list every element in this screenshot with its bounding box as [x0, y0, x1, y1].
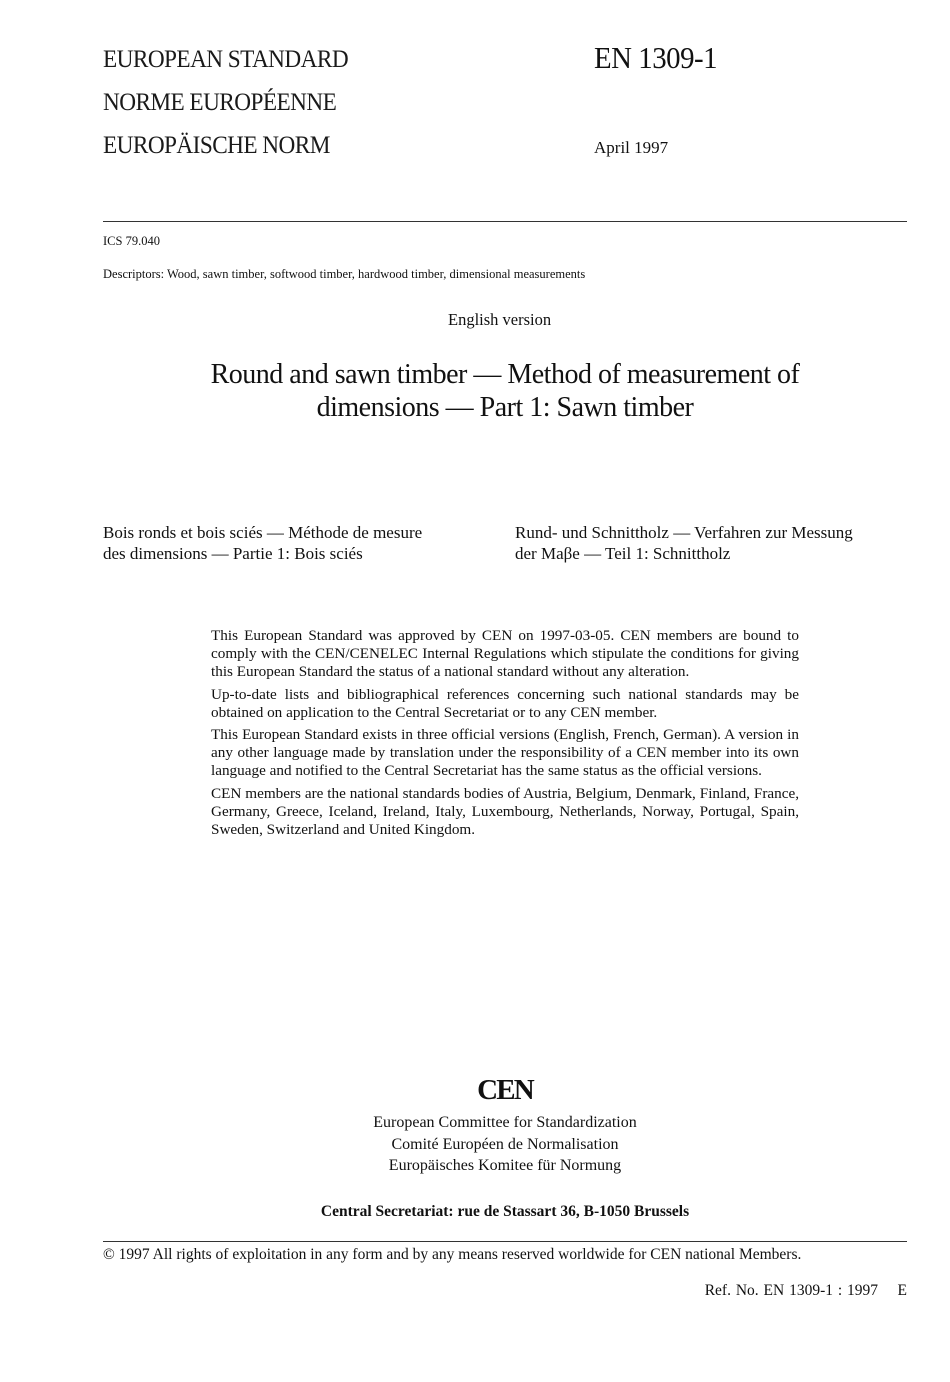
- committee-name-french: Comité Européen de Normalisation: [391, 1135, 619, 1153]
- approval-paragraph: CEN members are the national standards bodies of Austria, Belgium, Denmark, Finland, France, Germany, Greece, Iceland, Ireland, Italy, Luxembourg, Netherlands, Norway, Portugal, Spain, Sweden, Switzerland and United Kingdom.: [211, 784, 799, 839]
- descriptors: Descriptors: Wood, sawn timber, softwood timber, hardwood timber, dimensional measurements: [103, 267, 586, 281]
- cen-logo: CEN: [477, 1074, 533, 1106]
- ics-code: ICS 79.040: [103, 234, 160, 248]
- committee-name-german: Europäisches Komitee für Normung: [388, 1157, 622, 1174]
- approval-paragraph: This European Standard exists in three official versions (English, French, German). A version in any other language made by translation under the responsibility of a CEN member into its own language and notified to the Central Secretariat has the same status as the official versions.: [211, 726, 799, 780]
- committee-name-english: European Committee for Standardization: [373, 1114, 637, 1131]
- approval-statement: [211, 627, 799, 843]
- german-title-line-1: Rund- und Schnittholz — Verfahren zur Messung: [515, 523, 853, 542]
- german-title-line-2: der Maβe — Teil 1: Schnittholz: [515, 544, 731, 563]
- publication-date: April 1997: [594, 138, 669, 157]
- header-divider: [103, 221, 907, 222]
- language-version: English version: [448, 310, 552, 329]
- header-line-french: NORME EUROPÉENNE: [103, 89, 337, 116]
- standard-number: EN 1309-1: [594, 40, 718, 75]
- document-title-line-1: Round and sawn timber — Method of measurement of: [210, 359, 800, 390]
- approval-paragraph: This European Standard was approved by CEN on 1997-03-05. CEN members are bound to comply with the CEN/CENELEC Internal Regulations which stipulate the conditions for giving this European Standard the status of a national standard without any alteration.: [211, 627, 799, 681]
- committee-names: [280, 1112, 730, 1177]
- footer-divider: [103, 1241, 907, 1242]
- french-title-line-1: Bois ronds et bois sciés — Méthode de mesure: [103, 523, 423, 542]
- document-title-line-2: dimensions — Part 1: Sawn timber: [316, 392, 694, 423]
- french-title: [103, 522, 503, 564]
- copyright-notice: © 1997 All rights of exploitation in any form and by any means reserved worldwide for CEN national Members.: [103, 1246, 802, 1263]
- reference-number: Ref. No. EN 1309-1 : 1997 E: [704, 1282, 907, 1299]
- german-title: [515, 522, 915, 564]
- header-line-german: EUROPÄISCHE NORM: [103, 132, 330, 159]
- header-line-english: EUROPEAN STANDARD: [103, 46, 349, 73]
- french-title-line-2: des dimensions — Partie 1: Bois sciés: [103, 544, 363, 563]
- approval-paragraph: Up-to-date lists and bibliographical references concerning such national standards may be obtained on application to the Central Secretariat or to any CEN member.: [211, 685, 799, 721]
- document-title: [103, 358, 907, 424]
- central-secretariat: Central Secretariat: rue de Stassart 36, B-1050 Brussels: [320, 1203, 690, 1220]
